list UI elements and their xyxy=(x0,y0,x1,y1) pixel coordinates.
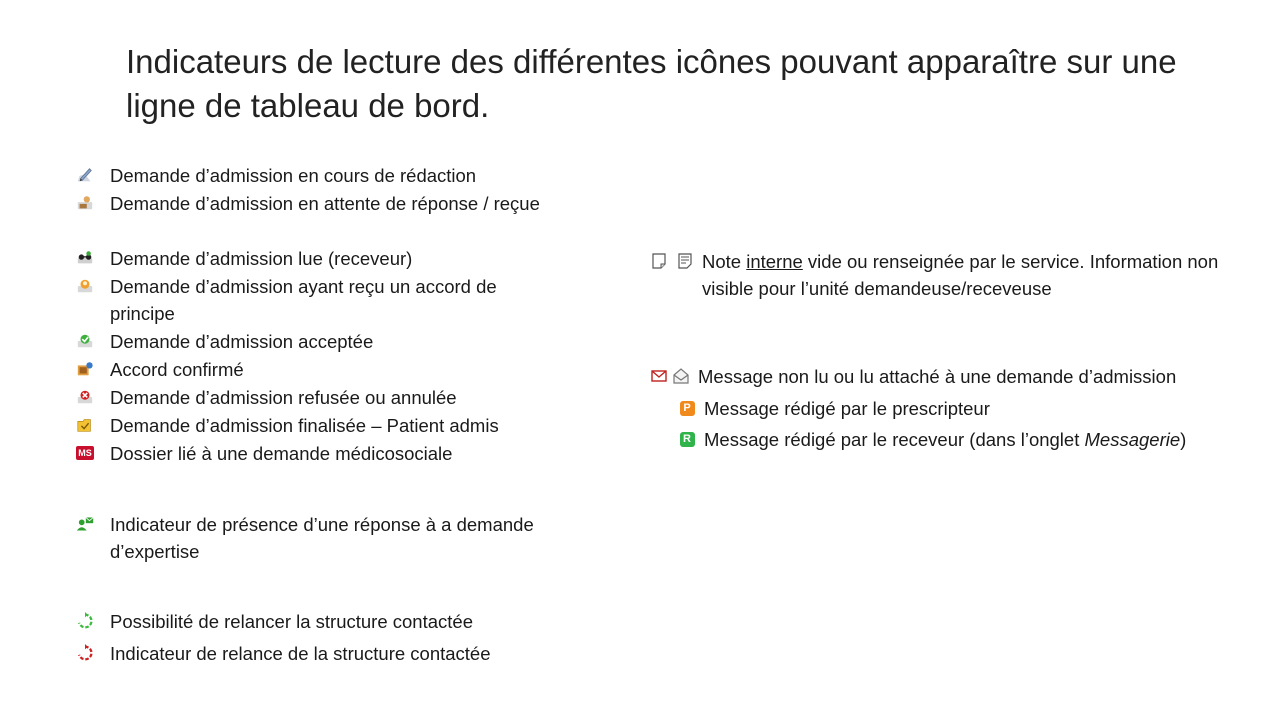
legend-item-relaunched: Indicateur de relance de la structure contactée xyxy=(76,640,546,667)
legend-item-receiver: R Message rédigé par le receveur (dans l’onglet Messagerie) xyxy=(678,426,1238,453)
expertise-response-icon xyxy=(76,515,94,533)
legend-item-prescriber: P Message rédigé par le prescripteur xyxy=(678,395,1238,422)
legend-item-note: Note interne vide ou renseignée par le service. Information non visible pour l’unité demandeuse/receveuse xyxy=(650,248,1250,302)
legend-item-refused: Demande d’admission refusée ou annulée xyxy=(76,384,546,411)
person-red-cross-icon xyxy=(76,388,94,406)
envelope-read-icon xyxy=(672,367,690,385)
person-orange-badge-icon xyxy=(76,277,94,295)
p-badge-icon: P xyxy=(678,399,696,417)
pen-edit-icon xyxy=(76,166,94,184)
person-green-check-icon xyxy=(76,332,94,350)
legend-item-relaunch-possible: Possibilité de relancer la structure contactée xyxy=(76,608,546,635)
note-filled-icon xyxy=(676,252,694,270)
legend-item-read: Demande d’admission lue (receveur) xyxy=(76,245,546,272)
envelope-unread-icon xyxy=(650,367,668,385)
legend-item-medicosocial: MS Dossier lié à une demande médicosociale xyxy=(76,440,546,467)
legend-item-confirmed: Accord confirmé xyxy=(76,356,546,383)
person-waiting-icon xyxy=(76,194,94,212)
folder-finalized-icon xyxy=(76,416,94,434)
legend-item-waiting: Demande d’admission en attente de réponse / reçue xyxy=(76,190,546,217)
ms-badge-icon: MS xyxy=(76,444,94,462)
legend-item-finalized: Demande d’admission finalisée – Patient admis xyxy=(76,412,546,439)
legend-item-message: Message non lu ou lu attaché à une demande d’admission xyxy=(650,363,1250,390)
r-badge-icon: R xyxy=(678,430,696,448)
confirmed-accord-icon xyxy=(76,360,94,378)
reading-glasses-icon xyxy=(76,249,94,267)
legend-item-expertise: Indicateur de présence d’une réponse à a demande d’expertise xyxy=(76,511,546,565)
legend-item-draft: Demande d’admission en cours de rédaction xyxy=(76,162,546,189)
relaunch-green-icon xyxy=(76,612,94,630)
page-title: Indicateurs de lecture des différentes icônes pouvant apparaître sur une ligne de tableau de bord. xyxy=(126,43,1177,124)
note-empty-icon xyxy=(650,252,668,270)
legend-item-principle: Demande d’admission ayant reçu un accord de principe xyxy=(76,273,546,327)
legend-item-accepted: Demande d’admission acceptée xyxy=(76,328,546,355)
relaunch-red-icon xyxy=(76,644,94,662)
